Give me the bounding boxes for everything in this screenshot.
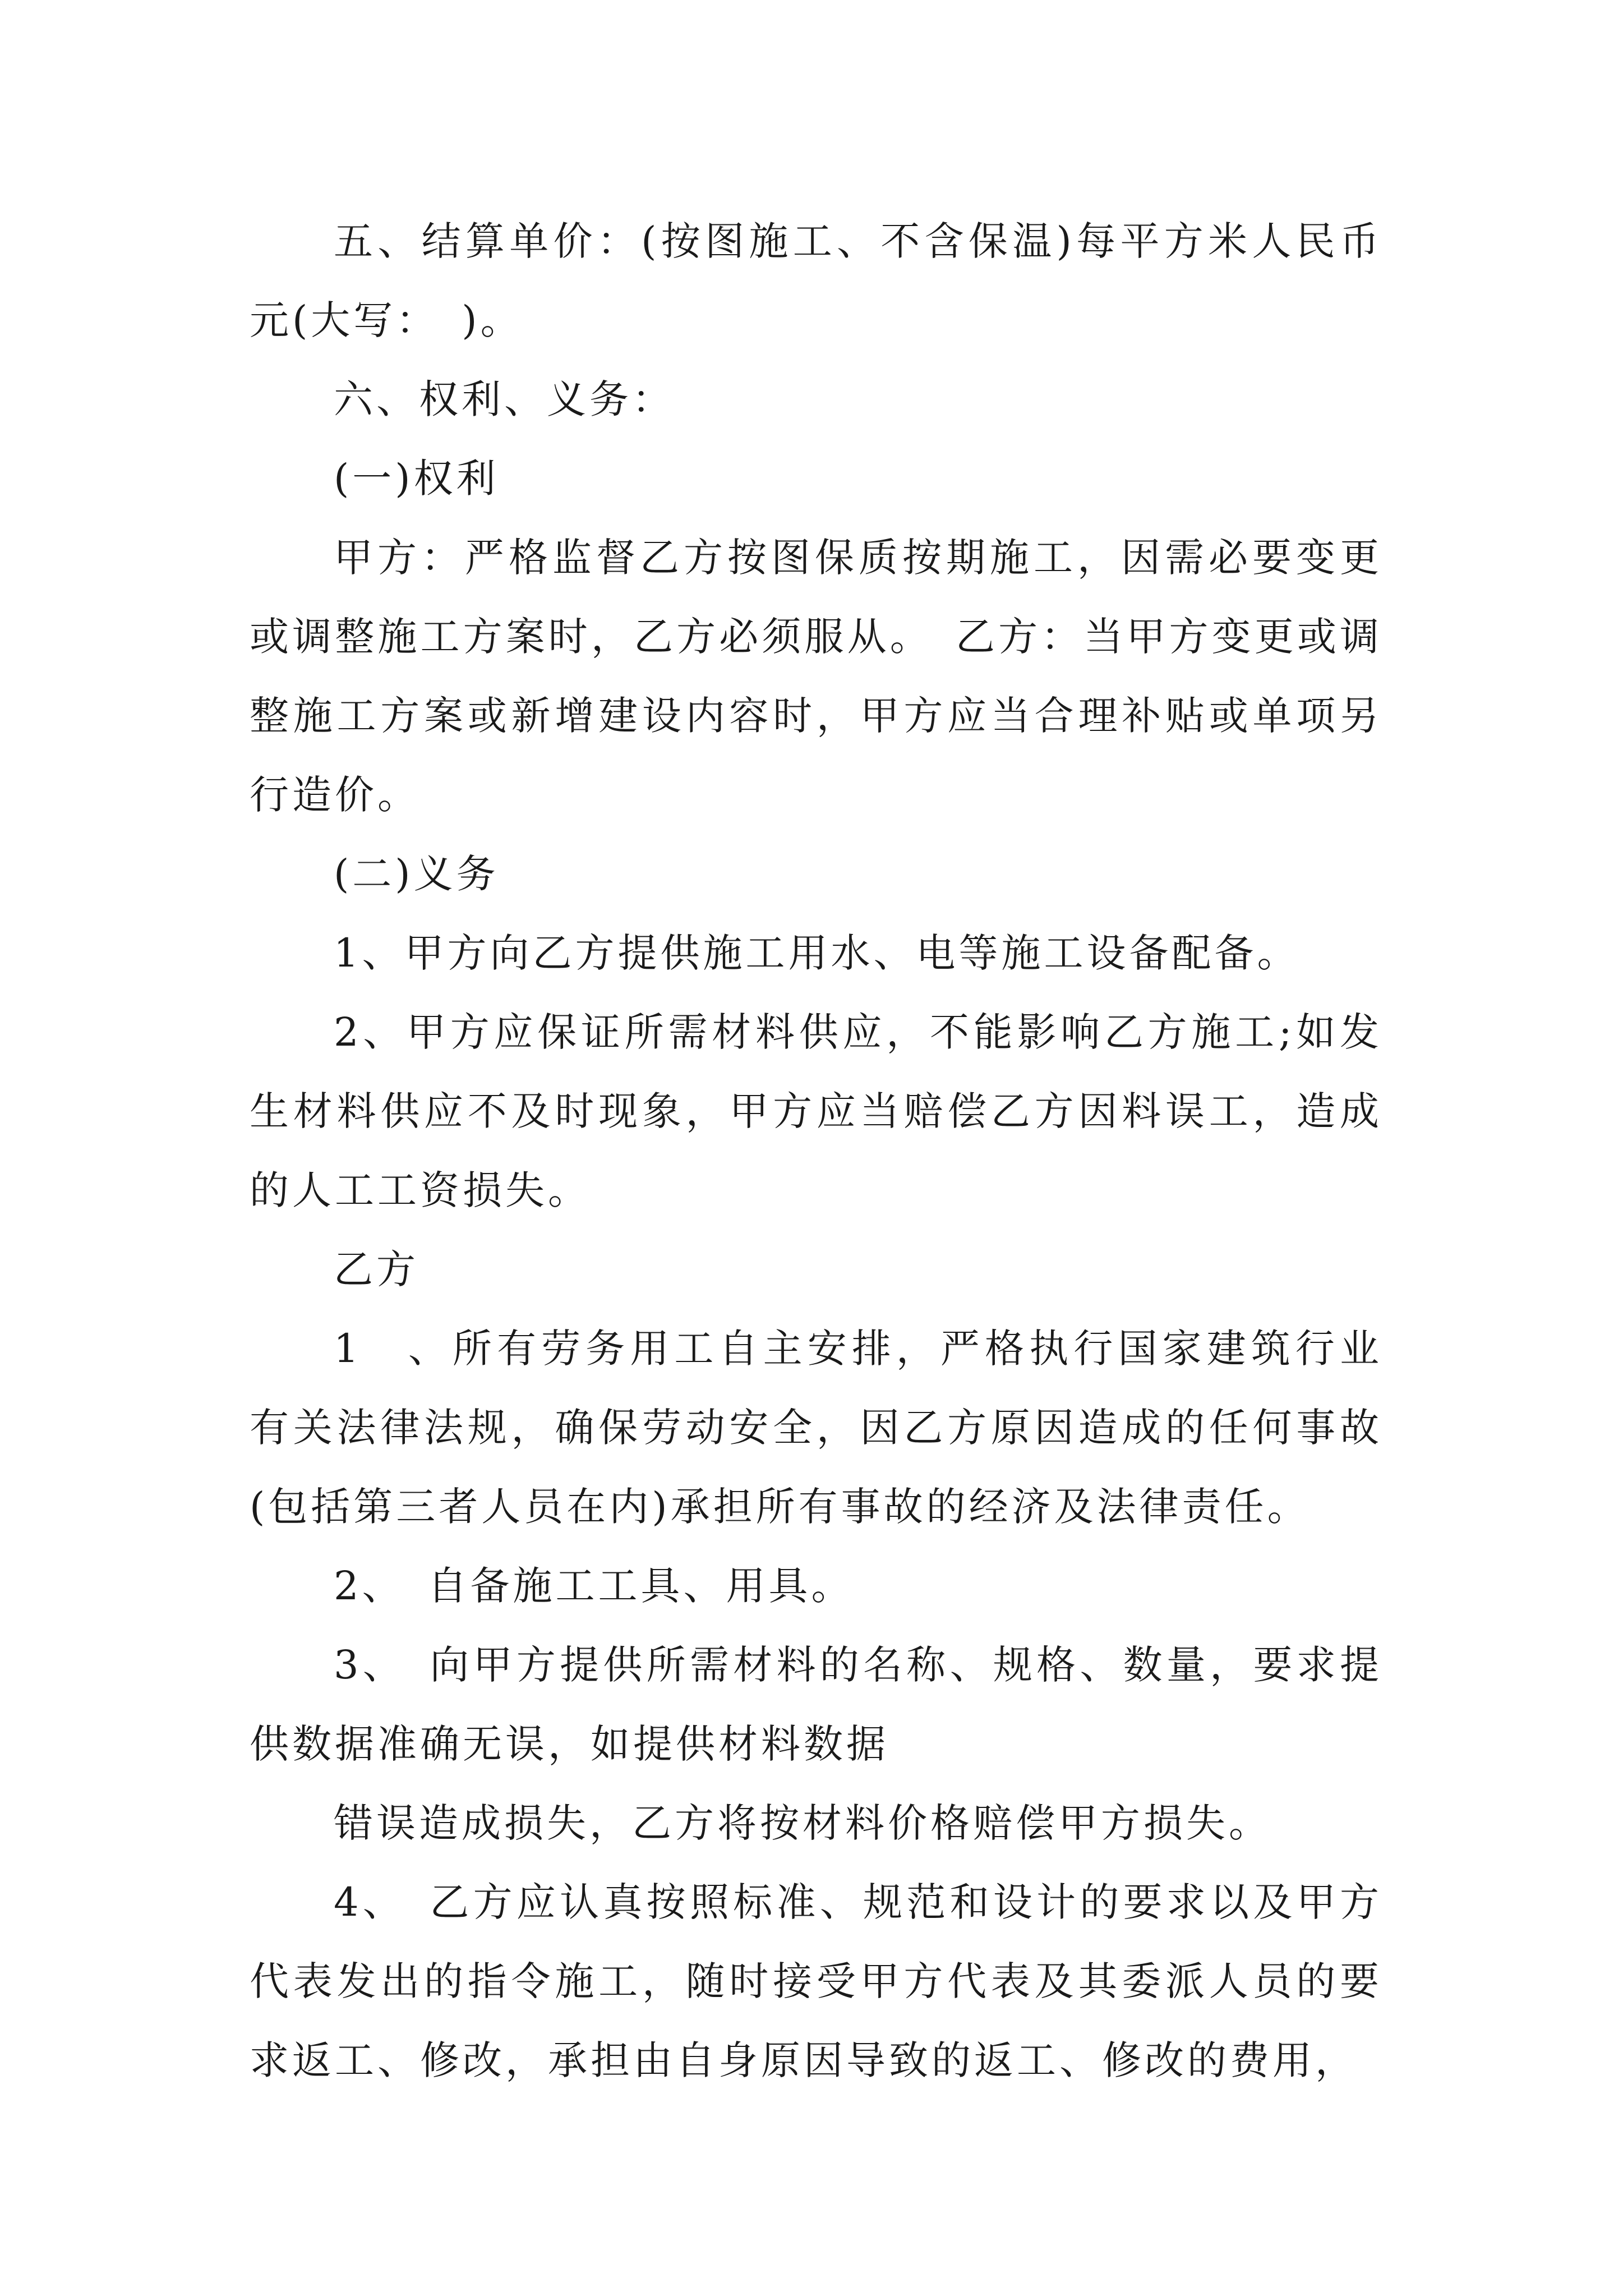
paragraph-rights-heading: (一)权利 [334,455,499,501]
paragraph-obligation-1: 1、甲方向乙方提供施工用水、电等施工设备配备。 [334,930,1300,976]
paragraph-settlement-price: 五、结算单价：(按图施工、不含保温)每平方米人民币元(大写： )。 [250,218,1382,343]
document-body [250,202,1382,2100]
paragraph-party-b-item-2: 2、 自备施工工具、用具。 [334,1563,854,1609]
paragraph-party-b-item-4: 4、 乙方应认真按照标准、规范和设计的要求以及甲方代表发出的指令施工，随时接受甲方代表及其委派人员的要求返工、修改，承担由自身原因导致的返工、修改的费用， [250,1879,1382,2083]
paragraph-party-b-heading: 乙方 [334,1246,419,1292]
paragraph-obligation-2: 2、甲方应保证所需材料供应，不能影响乙方施工;如发生材料供应不及时现象，甲方应当赔偿乙方因料误工，造成的人工工资损失。 [250,1009,1382,1213]
paragraph-party-b-item-1: 1 、所有劳务用工自主安排，严格执行国家建筑行业有关法律法规，确保劳动安全，因乙方原因造成的任何事故(包括第三者人员在内)承担所有事故的经济及法律责任。 [250,1326,1382,1530]
paragraph-obligations-heading: (二)义务 [334,851,499,897]
paragraph-party-a-rights: 甲方：严格监督乙方按图保质按期施工，因需必要变更或调整施工方案时，乙方必须服从。 乙方：当甲方变更或调整施工方案或新增建设内容时，甲方应当合理补贴或单项另行造价。 [250,535,1382,818]
paragraph-party-b-item-3-continued: 错误造成损失，乙方将按材料价格赔偿甲方损失。 [334,1800,1271,1846]
paragraph-party-b-item-3: 3、 向甲方提供所需材料的名称、规格、数量，要求提供数据准确无误，如提供材料数据 [250,1642,1382,1767]
paragraph-rights-obligations-heading: 六、权利、义务： [334,376,675,422]
